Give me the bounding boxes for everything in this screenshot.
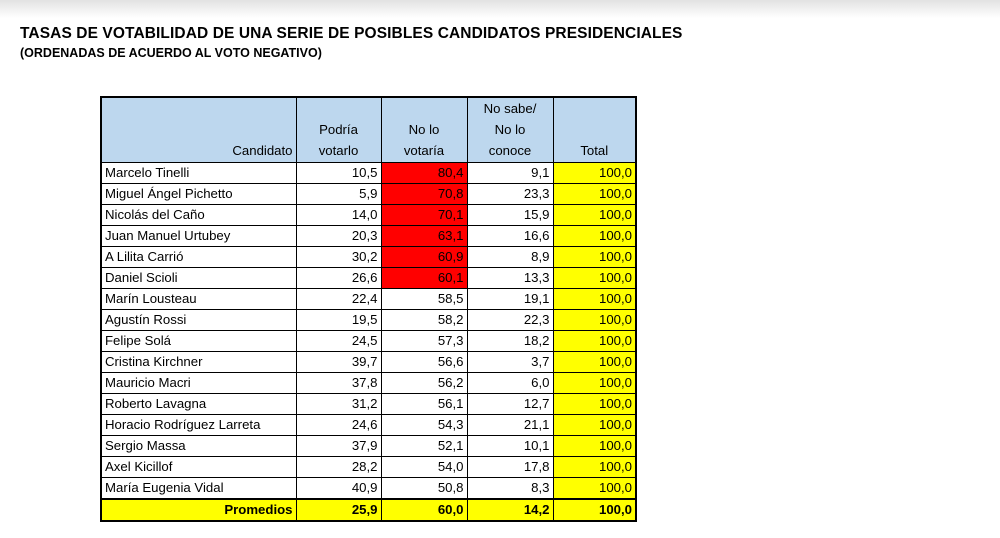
total-value: 100,0 bbox=[553, 373, 636, 394]
table-row bbox=[101, 478, 636, 500]
candidate-name: Axel Kicillof bbox=[101, 457, 296, 478]
no-sabe-value: 22,3 bbox=[467, 310, 553, 331]
candidate-name: Juan Manuel Urtubey bbox=[101, 226, 296, 247]
candidate-name: Felipe Solá bbox=[101, 331, 296, 352]
candidate-name: Horacio Rodríguez Larreta bbox=[101, 415, 296, 436]
no-sabe-value: 6,0 bbox=[467, 373, 553, 394]
no-sabe-value: 19,1 bbox=[467, 289, 553, 310]
no-votaria-value: 60,1 bbox=[381, 268, 467, 289]
total-value: 100,0 bbox=[553, 457, 636, 478]
total-value: 100,0 bbox=[553, 478, 636, 500]
no-votaria-value: 57,3 bbox=[381, 331, 467, 352]
averages-label: Promedios bbox=[101, 499, 296, 521]
header-candidato-label: Candidato bbox=[232, 143, 293, 158]
header-podria-votarlo bbox=[296, 97, 381, 163]
total-value: 100,0 bbox=[553, 205, 636, 226]
podria-votarlo-value: 39,7 bbox=[296, 352, 381, 373]
table-row bbox=[101, 163, 636, 184]
table-row bbox=[101, 268, 636, 289]
no-sabe-value: 18,2 bbox=[467, 331, 553, 352]
average-total: 100,0 bbox=[553, 499, 636, 521]
podria-votarlo-value: 24,6 bbox=[296, 415, 381, 436]
no-votaria-value: 56,6 bbox=[381, 352, 467, 373]
no-sabe-value: 21,1 bbox=[467, 415, 553, 436]
candidate-name: Roberto Lavagna bbox=[101, 394, 296, 415]
table-row bbox=[101, 457, 636, 478]
header-nosabe-line3: conoce bbox=[488, 143, 532, 158]
candidate-name: Nicolás del Caño bbox=[101, 205, 296, 226]
podria-votarlo-value: 40,9 bbox=[296, 478, 381, 500]
no-votaria-value: 63,1 bbox=[381, 226, 467, 247]
podria-votarlo-value: 37,9 bbox=[296, 436, 381, 457]
candidate-name: María Eugenia Vidal bbox=[101, 478, 296, 500]
no-sabe-value: 13,3 bbox=[467, 268, 553, 289]
no-sabe-value: 9,1 bbox=[467, 163, 553, 184]
page-title: TASAS DE VOTABILIDAD DE UNA SERIE DE POSIBLES CANDIDATOS PRESIDENCIALES bbox=[20, 25, 683, 42]
header-total bbox=[553, 97, 636, 163]
no-votaria-value: 52,1 bbox=[381, 436, 467, 457]
top-shadow bbox=[0, 0, 1000, 18]
header-row bbox=[101, 97, 636, 163]
table-row bbox=[101, 205, 636, 226]
podria-votarlo-value: 10,5 bbox=[296, 163, 381, 184]
total-value: 100,0 bbox=[553, 394, 636, 415]
podria-votarlo-value: 31,2 bbox=[296, 394, 381, 415]
table-row bbox=[101, 415, 636, 436]
no-votaria-value: 56,2 bbox=[381, 373, 467, 394]
no-sabe-value: 10,1 bbox=[467, 436, 553, 457]
total-value: 100,0 bbox=[553, 331, 636, 352]
no-votaria-value: 70,8 bbox=[381, 184, 467, 205]
table-row bbox=[101, 247, 636, 268]
header-nolo-line2: votaría bbox=[403, 143, 445, 158]
no-sabe-value: 23,3 bbox=[467, 184, 553, 205]
header-podria-line2: votarlo bbox=[318, 143, 359, 158]
podria-votarlo-value: 24,5 bbox=[296, 331, 381, 352]
no-votaria-value: 60,9 bbox=[381, 247, 467, 268]
podria-votarlo-value: 14,0 bbox=[296, 205, 381, 226]
no-votaria-value: 54,3 bbox=[381, 415, 467, 436]
candidate-name: Daniel Scioli bbox=[101, 268, 296, 289]
total-value: 100,0 bbox=[553, 415, 636, 436]
no-sabe-value: 16,6 bbox=[467, 226, 553, 247]
header-nosabe-line1: No sabe/ bbox=[483, 101, 537, 116]
podria-votarlo-value: 19,5 bbox=[296, 310, 381, 331]
votability-table bbox=[100, 96, 637, 522]
table-row bbox=[101, 394, 636, 415]
candidate-name: Sergio Massa bbox=[101, 436, 296, 457]
candidate-name: Marcelo Tinelli bbox=[101, 163, 296, 184]
average-no-votaria: 60,0 bbox=[381, 499, 467, 521]
header-total-label: Total bbox=[580, 143, 609, 158]
total-value: 100,0 bbox=[553, 289, 636, 310]
no-votaria-value: 58,2 bbox=[381, 310, 467, 331]
header-no-sabe bbox=[467, 97, 553, 163]
no-votaria-value: 56,1 bbox=[381, 394, 467, 415]
podria-votarlo-value: 5,9 bbox=[296, 184, 381, 205]
table-row bbox=[101, 310, 636, 331]
no-sabe-value: 15,9 bbox=[467, 205, 553, 226]
total-value: 100,0 bbox=[553, 310, 636, 331]
total-value: 100,0 bbox=[553, 352, 636, 373]
page-subtitle: (ORDENADAS DE ACUERDO AL VOTO NEGATIVO) bbox=[20, 46, 322, 60]
table-row bbox=[101, 226, 636, 247]
podria-votarlo-value: 20,3 bbox=[296, 226, 381, 247]
average-podria: 25,9 bbox=[296, 499, 381, 521]
no-sabe-value: 8,9 bbox=[467, 247, 553, 268]
table-row bbox=[101, 373, 636, 394]
podria-votarlo-value: 26,6 bbox=[296, 268, 381, 289]
total-value: 100,0 bbox=[553, 247, 636, 268]
candidate-name: A Lilita Carrió bbox=[101, 247, 296, 268]
no-votaria-value: 58,5 bbox=[381, 289, 467, 310]
total-value: 100,0 bbox=[553, 268, 636, 289]
header-candidato bbox=[101, 97, 296, 163]
candidate-name: Marín Lousteau bbox=[101, 289, 296, 310]
candidate-name: Miguel Ángel Pichetto bbox=[101, 184, 296, 205]
podria-votarlo-value: 30,2 bbox=[296, 247, 381, 268]
header-no-lo-votaria bbox=[381, 97, 467, 163]
podria-votarlo-value: 37,8 bbox=[296, 373, 381, 394]
no-sabe-value: 8,3 bbox=[467, 478, 553, 500]
no-votaria-value: 70,1 bbox=[381, 205, 467, 226]
no-sabe-value: 3,7 bbox=[467, 352, 553, 373]
table-row bbox=[101, 436, 636, 457]
table-row bbox=[101, 184, 636, 205]
no-votaria-value: 54,0 bbox=[381, 457, 467, 478]
average-no-sabe: 14,2 bbox=[467, 499, 553, 521]
total-value: 100,0 bbox=[553, 184, 636, 205]
total-value: 100,0 bbox=[553, 436, 636, 457]
no-sabe-value: 12,7 bbox=[467, 394, 553, 415]
candidate-name: Agustín Rossi bbox=[101, 310, 296, 331]
averages-row bbox=[101, 499, 636, 521]
no-votaria-value: 50,8 bbox=[381, 478, 467, 500]
candidate-name: Cristina Kirchner bbox=[101, 352, 296, 373]
total-value: 100,0 bbox=[553, 163, 636, 184]
podria-votarlo-value: 22,4 bbox=[296, 289, 381, 310]
no-sabe-value: 17,8 bbox=[467, 457, 553, 478]
podria-votarlo-value: 28,2 bbox=[296, 457, 381, 478]
header-podria-line1: Podría bbox=[319, 122, 358, 137]
candidate-name: Mauricio Macri bbox=[101, 373, 296, 394]
table-row bbox=[101, 331, 636, 352]
header-nosabe-line2: No lo bbox=[494, 122, 526, 137]
table-row bbox=[101, 352, 636, 373]
no-votaria-value: 80,4 bbox=[381, 163, 467, 184]
total-value: 100,0 bbox=[553, 226, 636, 247]
table-row bbox=[101, 289, 636, 310]
header-nolo-line1: No lo bbox=[408, 122, 440, 137]
